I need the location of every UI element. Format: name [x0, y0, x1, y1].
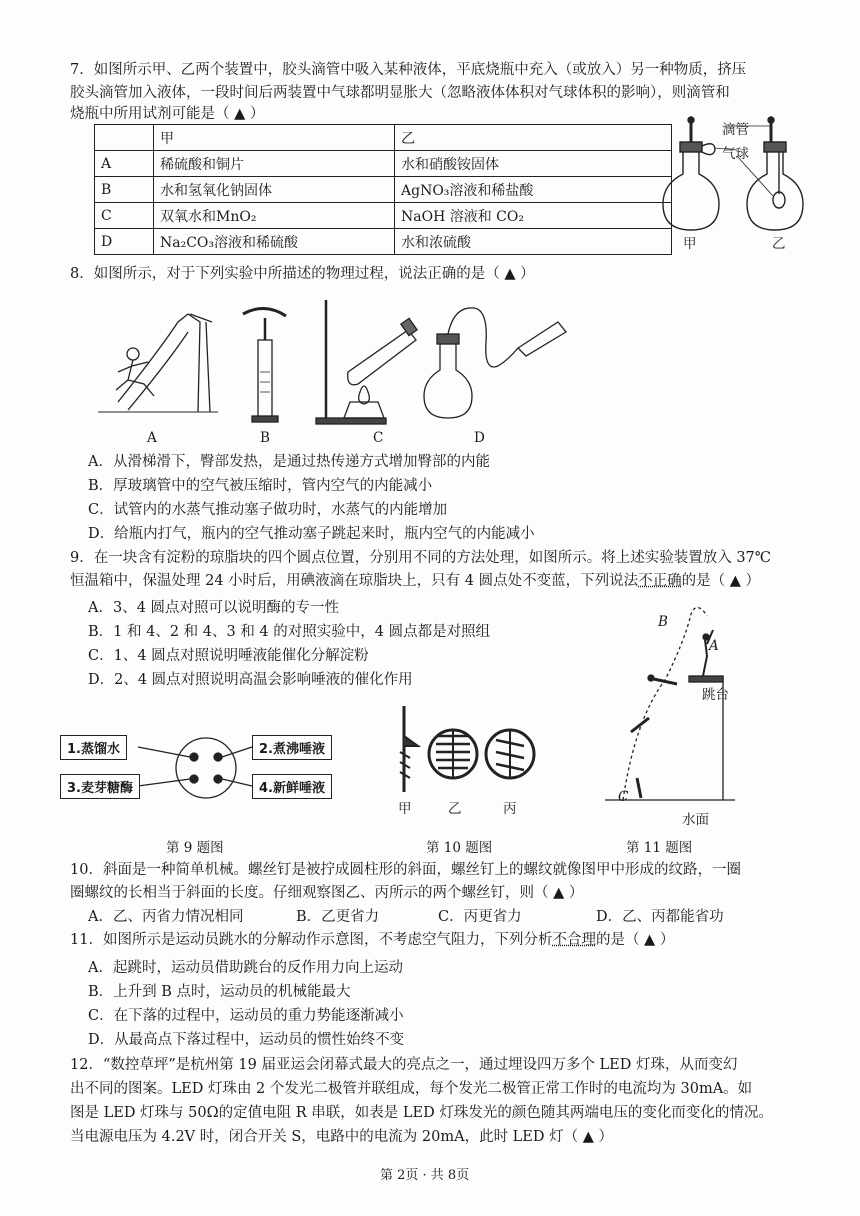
q8-option-a: A．从滑梯滑下，臀部发热，是通过热传递方式增加臀部的内能	[88, 454, 490, 470]
table-cell	[95, 125, 154, 151]
table-cell: NaOH 溶液和 CO₂	[395, 203, 672, 229]
q12-line2: 出不同的图案。LED 灯珠由 2 个发光二极管并联组成，每个发光二极管正常工作时的电流均为 30mA。如	[70, 1081, 753, 1097]
q7-options-table	[94, 124, 672, 255]
table-cell: AgNO₃溶液和稀盐酸	[395, 177, 672, 203]
q9-option-d: D．2、4 圆点对照说明高温会影响唾液的催化作用	[88, 672, 413, 688]
q8-stem: 8．如图所示，对于下列实验中所描述的物理过程，说法正确的是（ ▲ ）	[70, 266, 535, 282]
q8-fig-letter-c: C	[373, 430, 384, 446]
q10-line1: 10．斜面是一种简单机械。螺丝钉是被拧成圆柱形的斜面，螺丝钉上的螺纹就像图甲中形成的纹路，一圈	[70, 862, 741, 878]
table-row	[95, 151, 672, 177]
q8-option-b: B．厚玻璃管中的空气被压缩时，管内空气的内能减小	[88, 478, 433, 494]
q11-stem-part-a: 11．如图所示是运动员跳水的分解动作示意图，不考虑空气阻力，下列分析	[70, 932, 553, 948]
q9-box-4: 4.新鲜唾液	[252, 774, 332, 799]
q10-option-d: D．乙、丙都能省功	[596, 909, 724, 925]
table-cell: 甲	[154, 125, 395, 151]
q9-emphasis: 不正确	[638, 573, 682, 589]
table-row	[95, 229, 672, 255]
q8-figures	[88, 292, 568, 432]
q10-option-a: A．乙、丙省力情况相同	[88, 909, 244, 925]
q8-fig-letter-a: A	[147, 430, 157, 446]
table-cell: B	[95, 177, 154, 203]
q7-line3: 烧瓶中所用试剂可能是（ ▲ ）	[70, 106, 265, 122]
q7-line1: 7．如图所示甲、乙两个装置中，胶头滴管中吸入某种液体，平底烧瓶中充入（或放入）另一种物质，挤压	[70, 62, 747, 78]
q11-label-a: A	[709, 638, 719, 654]
q9-box-3: 3.麦芽糖酶	[60, 774, 140, 799]
q10-label-bing: 丙	[503, 801, 517, 817]
q8-option-d: D．给瓶内打气，瓶内的空气推动塞子跳起来时，瓶内空气的内能减小	[88, 526, 535, 542]
q10-screw-figure	[380, 702, 550, 812]
table-cell: 水和浓硫酸	[395, 229, 672, 255]
q9-option-c: C．1、4 圆点对照说明唾液能催化分解淀粉	[88, 648, 369, 664]
q9-line1: 9．在一块含有淀粉的琼脂块的四个圆点位置，分别用不同的方法处理，如图所示。将上述实验装置放入 37℃	[70, 550, 772, 566]
q10-label-jia: 甲	[398, 801, 412, 817]
q11-diving-figure	[605, 600, 735, 815]
q9-box-2: 2.煮沸唾液	[252, 735, 332, 760]
q12-line4: 当电源电压为 4.2V 时，闭合开关 S，电路中的电流为 20mA，此时 LED 灯（ ▲ ）	[70, 1129, 613, 1145]
q9-box-1: 1.蒸馏水	[60, 735, 127, 760]
q8-option-c: C．试管内的水蒸气推动塞子做功时，水蒸气的内能增加	[88, 502, 448, 518]
q11-label-platform: 跳台	[702, 687, 729, 703]
q7-label-balloon: 气球	[722, 146, 749, 162]
q7-line2: 胶头滴管加入液体，一段时间后两装置中气球都明显胀大（忽略液体体积对气球体积的影响），则滴管和	[70, 85, 730, 101]
q9-line2-part-c: 的是（ ▲ ）	[681, 573, 760, 589]
table-cell: 双氧水和MnO₂	[154, 203, 395, 229]
table-cell: 水和氢氧化钠固体	[154, 177, 395, 203]
q8-fig-letter-b: B	[260, 430, 270, 446]
page-footer: 第 2页 · 共 8页	[380, 1168, 470, 1183]
table-cell: 稀硫酸和铜片	[154, 151, 395, 177]
q11-option-c: C．在下落的过程中，运动员的重力势能逐渐减小	[88, 1008, 404, 1024]
q11-label-b: B	[658, 614, 668, 630]
q10-option-c: C．丙更省力	[438, 909, 522, 925]
q7-label-yi: 乙	[772, 236, 786, 252]
table-cell: A	[95, 151, 154, 177]
q9-caption: 第 9 题图	[166, 840, 224, 856]
q9-option-a: A．3、4 圆点对照可以说明酶的专一性	[88, 600, 340, 616]
q11-option-b: B．上升到 B 点时，运动员的机械能最大	[88, 984, 351, 1000]
q10-label-yi: 乙	[448, 801, 462, 817]
q10-caption: 第 10 题图	[426, 840, 493, 856]
table-cell: D	[95, 229, 154, 255]
q11-caption: 第 11 题图	[626, 840, 693, 856]
table-row	[95, 203, 672, 229]
q12-line1: 12．“数控草坪”是杭州第 19 届亚运会闭幕式最大的亮点之一，通过埋设四万多个 LED 灯珠，从而变幻	[70, 1057, 738, 1073]
q11-label-water: 水面	[682, 812, 709, 828]
table-cell: Na₂CO₃溶液和稀硫酸	[154, 229, 395, 255]
q10-option-b: B．乙更省力	[296, 909, 380, 925]
q11-option-d: D．从最高点下落过程中，运动员的惯性始终不变	[88, 1032, 405, 1048]
table-cell: 水和硝酸铵固体	[395, 151, 672, 177]
q7-label-jia: 甲	[683, 236, 697, 252]
q8-fig-letter-d: D	[474, 430, 485, 446]
q11-stem	[70, 930, 674, 950]
q11-label-c: C	[618, 789, 629, 805]
q9-option-b: B．1 和 4、2 和 4、3 和 4 的对照实验中，4 圆点都是对照组	[88, 624, 491, 640]
table-row	[95, 177, 672, 203]
q11-stem-part-c: 的是（ ▲ ）	[595, 932, 675, 948]
q9-line2-part-a: 恒温箱中，保温处理 24 小时后，用碘液滴在琼脂块上，只有 4 圆点处不变蓝，下列说法	[70, 573, 639, 589]
q12-line3: 图是 LED 灯珠与 50Ω的定值电阻 R 串联，如表是 LED 灯珠发光的颜色随其两端电压的变化而变化的情况。	[70, 1105, 773, 1121]
table-cell: 乙	[395, 125, 672, 151]
table-cell: C	[95, 203, 154, 229]
q7-label-dropper: 滴管	[722, 122, 749, 138]
q11-option-a: A．起跳时，运动员借助跳台的反作用力向上运动	[88, 960, 403, 976]
q11-emphasis: 不合理	[552, 932, 596, 948]
table-header-row	[95, 125, 672, 151]
q10-line2: 圈螺纹的长相当于斜面的长度。仔细观察图乙、丙所示的两个螺丝钉，则（ ▲ ）	[70, 885, 584, 901]
q9-line2	[70, 571, 760, 591]
